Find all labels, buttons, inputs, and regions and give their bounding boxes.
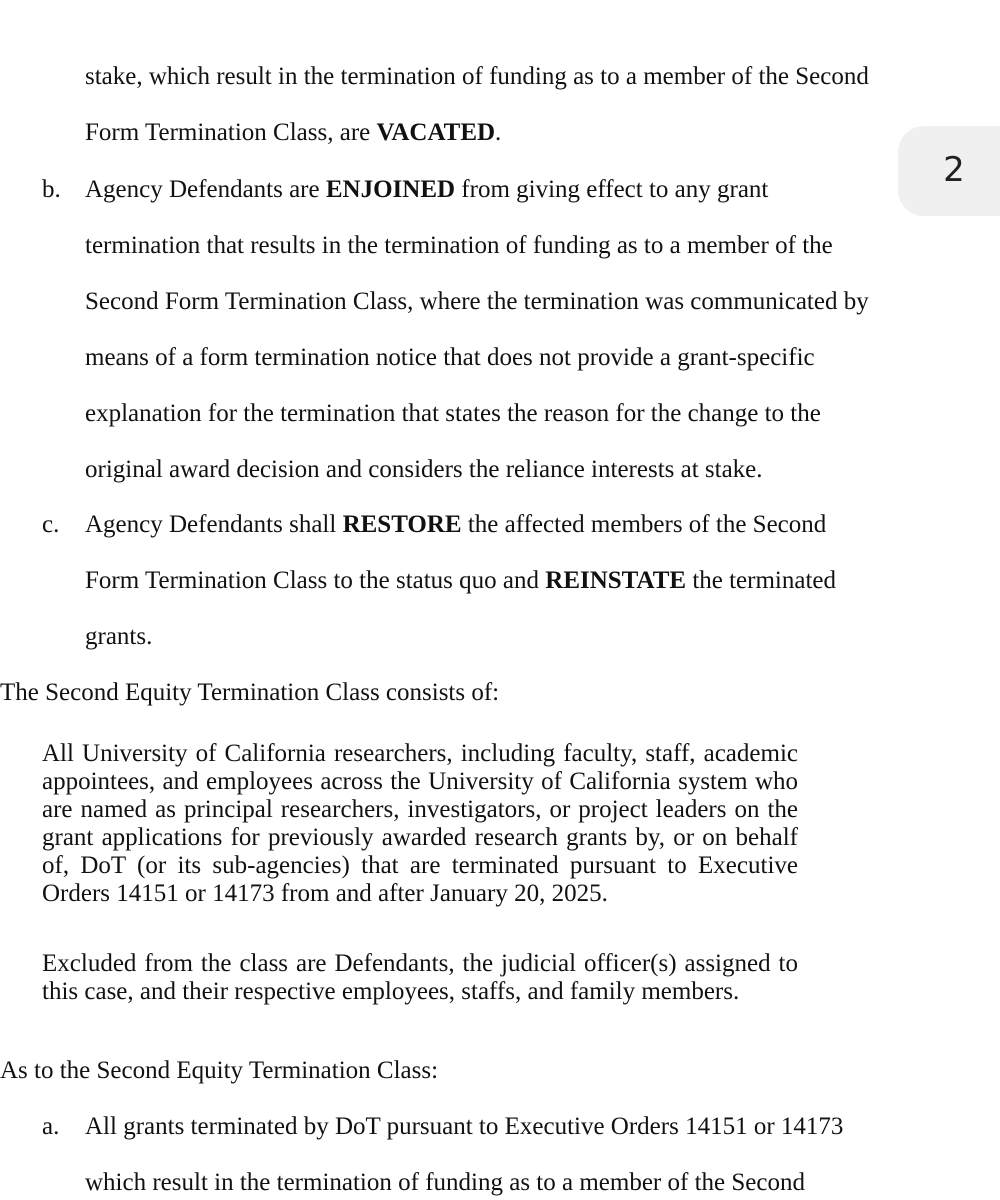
equity-item-a-line-2: which result in the termination of funding as to a member of the Second [85, 1169, 805, 1196]
enjoined-emphasis: ENJOINED [325, 176, 456, 203]
item-b-line-5: explanation for the termination that states the reason for the change to the [85, 400, 821, 427]
item-b-line-4: means of a form termination notice that does not provide a grant-specific [85, 344, 815, 371]
restore-emphasis: RESTORE [342, 511, 462, 538]
item-a-continuation-line-2: Form Termination Class, are VACATED. [85, 119, 502, 146]
as-to-equity-class: As to the Second Equity Termination Class: [0, 1057, 439, 1084]
item-c-line-1: Agency Defendants shall RESTORE the affected members of the Second [85, 511, 827, 538]
page-number-badge [898, 126, 1000, 216]
item-c-line-3: grants. [85, 623, 153, 650]
item-a-continuation-line-1: stake, which result in the termination of funding as to a member of the Second [85, 63, 869, 90]
equity-item-a-line-1: All grants terminated by DoT pursuant to Executive Orders 14151 or 14173 [85, 1113, 844, 1140]
item-c-marker: c. [42, 511, 60, 538]
page-number: 2 [943, 150, 965, 190]
item-b-marker: b. [42, 176, 61, 203]
item-b-line-6: original award decision and considers the reliance interests at stake. [85, 456, 763, 483]
class-definition-quote: All University of California researchers, including faculty, staff, academic appointees, and employees across the University of California system who are named as principal researchers, investigators, or project leaders on the grant applications for previously awarded research grants by, or on behalf of, DoT (or its sub-agencies) that are terminated pursuant to Executive Orders 14151 or 14173 from and after January 20, 2025. [42, 740, 798, 907]
item-b-line-2: termination that results in the termination of funding as to a member of the [85, 232, 833, 259]
reinstate-emphasis: REINSTATE [545, 567, 687, 594]
vacated-emphasis: VACATED [376, 119, 496, 146]
equity-item-a-marker: a. [42, 1113, 60, 1140]
class-exclusion-quote: Excluded from the class are Defendants, the judicial officer(s) assigned to this case, and their respective employees, staffs, and family members. [42, 950, 798, 1005]
item-c-line-2: Form Termination Class to the status quo and REINSTATE the terminated [85, 567, 837, 594]
item-b-line-3: Second Form Termination Class, where the termination was communicated by [85, 288, 869, 315]
item-b-line-1: Agency Defendants are ENJOINED from giving effect to any grant [85, 176, 769, 203]
equity-class-intro: The Second Equity Termination Class consists of: [0, 679, 500, 706]
